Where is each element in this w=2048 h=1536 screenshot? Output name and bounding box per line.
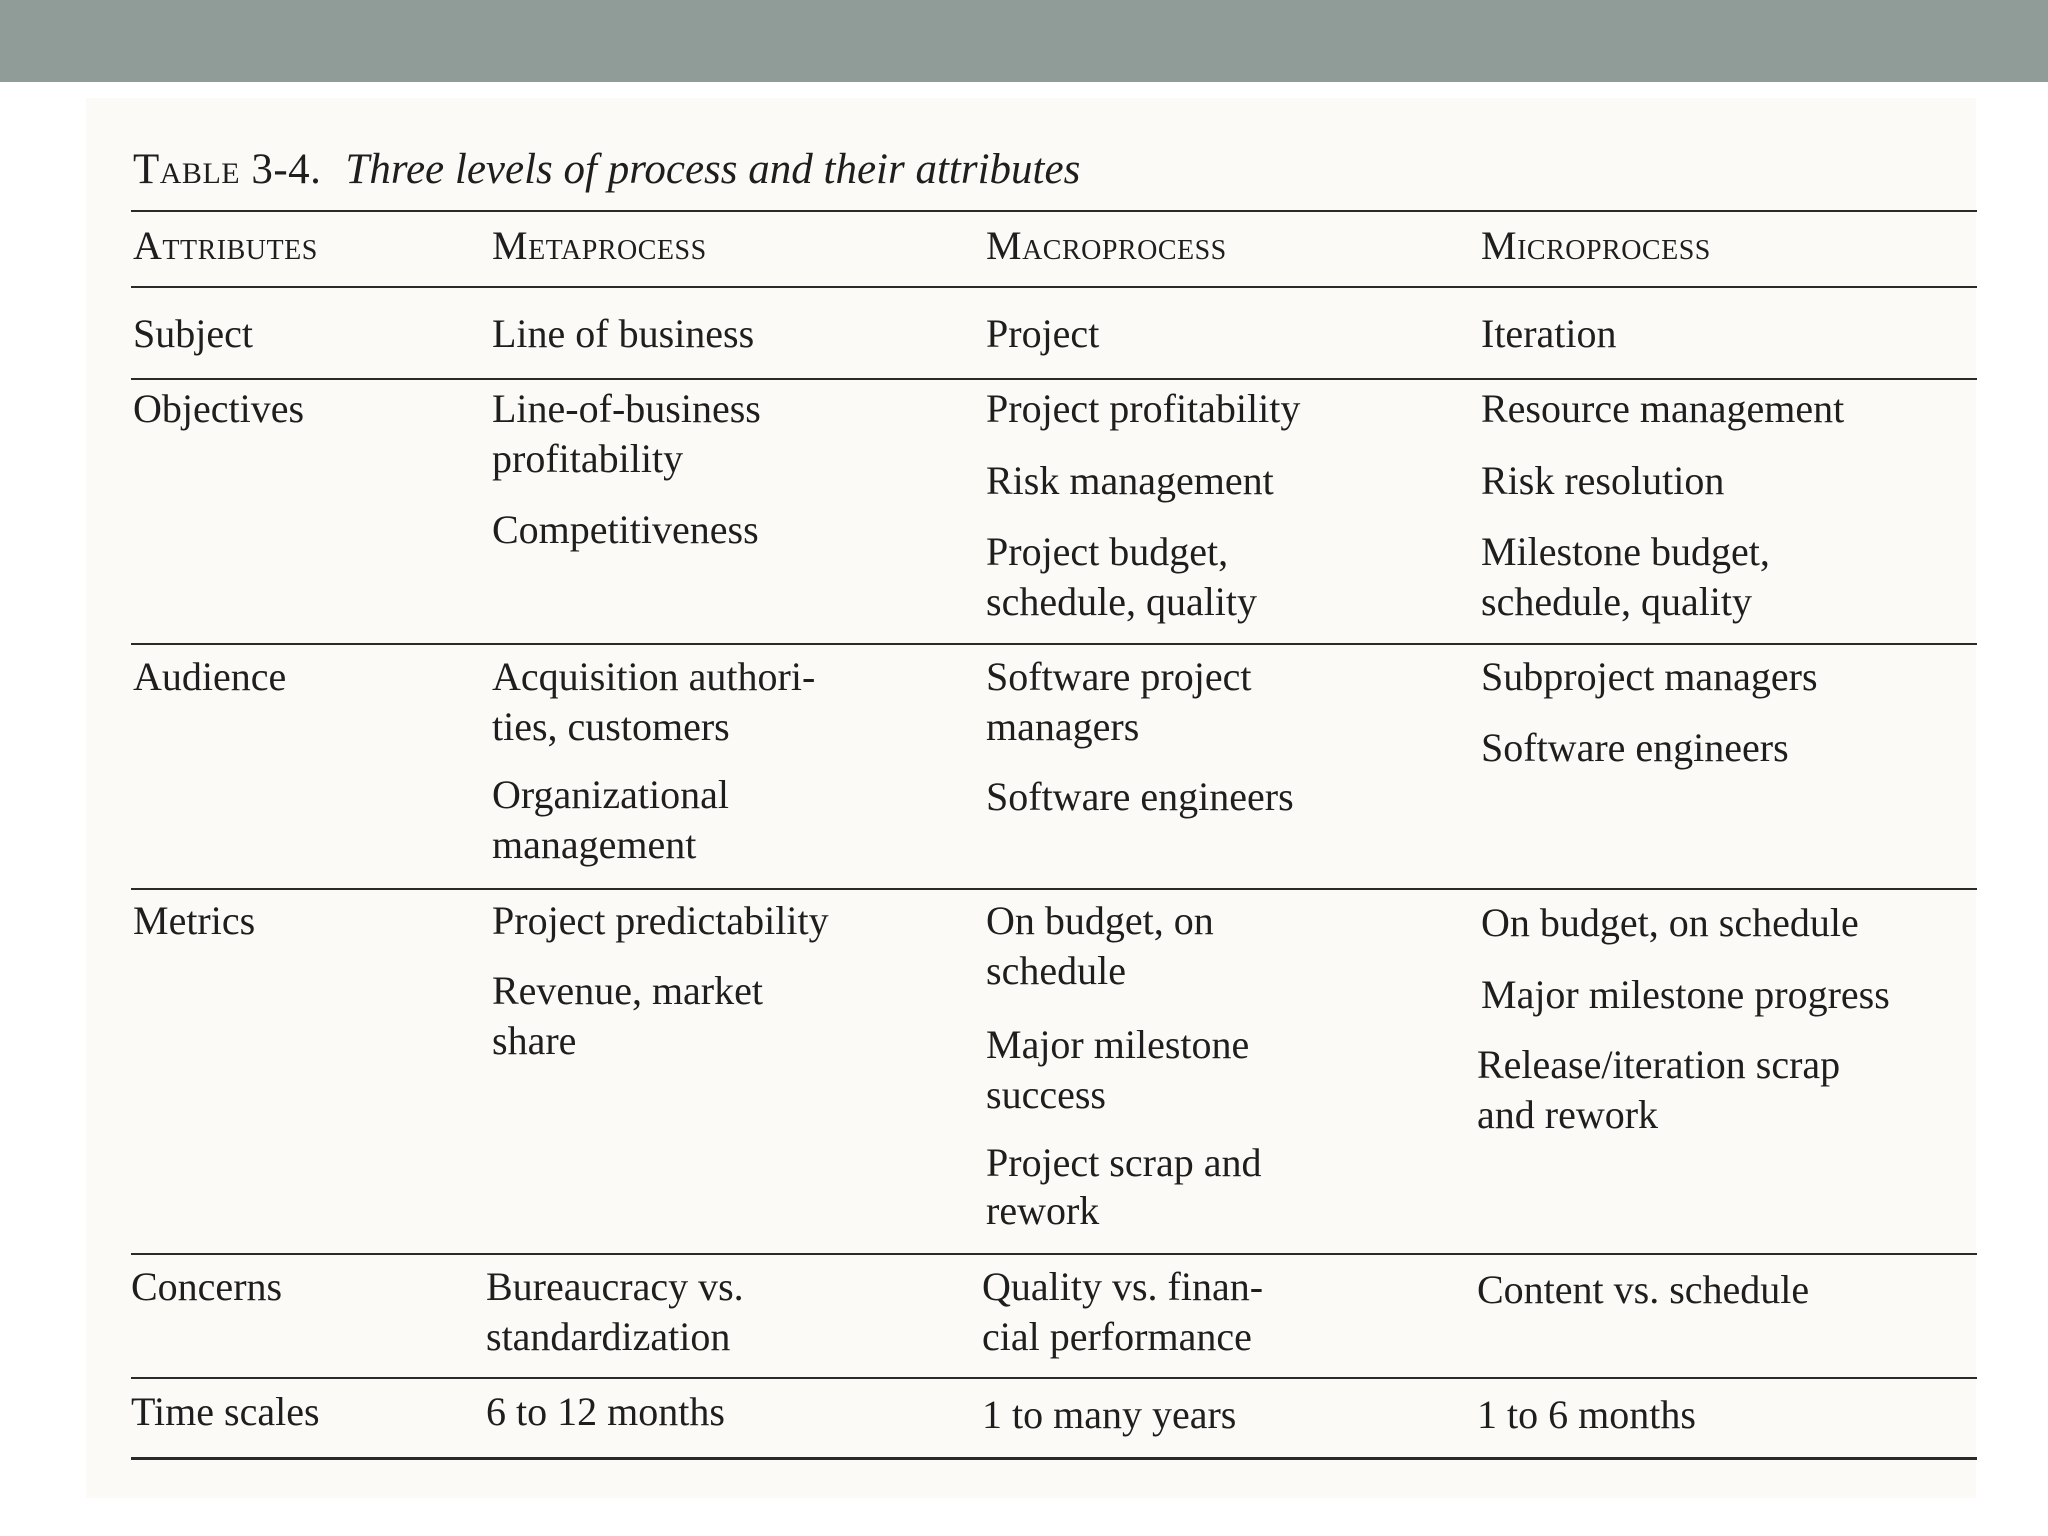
micro-cell: Content vs. schedule <box>1477 1267 1810 1312</box>
micro-cell: Milestone budget, <box>1481 529 1770 574</box>
macro-cell: Project scrap and <box>986 1140 1262 1185</box>
rule-metrics-bottom <box>131 1253 1977 1255</box>
macro-cell: Project profitability <box>986 386 1301 431</box>
macro-cell: Quality vs. finan- <box>982 1264 1264 1309</box>
header-microprocess: Microprocess <box>1481 223 1711 268</box>
macro-cell: managers <box>986 704 1140 749</box>
micro-cell: Release/iteration scrap <box>1477 1042 1841 1087</box>
macro-cell: Major milestone <box>986 1022 1250 1067</box>
header-macroprocess: Macroprocess <box>986 223 1227 268</box>
attribute-metrics: Metrics <box>133 898 256 943</box>
micro-cell: Risk resolution <box>1481 458 1725 503</box>
macro-cell: Project <box>986 311 1100 356</box>
rule-table-bottom <box>131 1457 1977 1460</box>
micro-cell: Software engineers <box>1481 725 1789 770</box>
rule-audience-bottom <box>131 888 1977 890</box>
micro-cell: 1 to 6 months <box>1477 1392 1696 1437</box>
header-metaprocess: Metaprocess <box>492 223 707 268</box>
macro-cell: cial performance <box>982 1314 1252 1359</box>
meta-cell: Project predictability <box>492 898 829 943</box>
macro-cell: schedule, quality <box>986 579 1258 624</box>
meta-cell: Line-of-business <box>492 386 761 431</box>
meta-cell: 6 to 12 months <box>486 1389 725 1434</box>
meta-cell: ties, customers <box>492 704 730 749</box>
rule-header-bottom <box>131 286 1977 288</box>
attribute-audience: Audience <box>133 654 287 699</box>
meta-cell: Line of business <box>492 311 755 356</box>
micro-cell: Major milestone progress <box>1481 972 1890 1017</box>
micro-cell: Resource management <box>1481 386 1845 431</box>
meta-cell: Organizational <box>492 772 729 817</box>
macro-cell: On budget, on <box>986 898 1214 943</box>
meta-cell: share <box>492 1018 577 1063</box>
micro-cell: schedule, quality <box>1481 579 1753 624</box>
attribute-time-scales: Time scales <box>131 1389 320 1434</box>
rule-objectives-bottom <box>131 643 1977 645</box>
macro-cell: success <box>986 1072 1106 1117</box>
header-attributes: Attributes <box>133 223 318 268</box>
table-caption <box>133 142 1080 198</box>
macro-cell: rework <box>986 1188 1100 1233</box>
meta-cell: Competitiveness <box>492 507 759 552</box>
attribute-objectives: Objectives <box>133 386 305 431</box>
attribute-subject: Subject <box>133 311 253 356</box>
micro-cell: and rework <box>1477 1092 1659 1137</box>
macro-cell: schedule <box>986 948 1126 993</box>
attribute-concerns: Concerns <box>131 1264 283 1309</box>
meta-cell: management <box>492 822 697 867</box>
macro-cell: 1 to many years <box>982 1392 1237 1437</box>
meta-cell: Acquisition authori- <box>492 654 816 699</box>
macro-cell: Software engineers <box>986 774 1294 819</box>
micro-cell: Iteration <box>1481 311 1617 356</box>
slide-title-band <box>0 0 2048 82</box>
micro-cell: On budget, on schedule <box>1481 900 1859 945</box>
macro-cell: Risk management <box>986 458 1274 503</box>
micro-cell: Subproject managers <box>1481 654 1818 699</box>
meta-cell: profitability <box>492 436 684 481</box>
meta-cell: Bureaucracy vs. <box>486 1264 744 1309</box>
table-label: Table 3-4. <box>133 146 322 193</box>
rule-subject-bottom <box>131 378 1977 380</box>
table-title: Three levels of process and their attributes <box>345 146 1081 193</box>
macro-cell: Project budget, <box>986 529 1229 574</box>
macro-cell: Software project <box>986 654 1252 699</box>
meta-cell: standardization <box>486 1314 731 1359</box>
rule-top <box>131 210 1977 212</box>
rule-concerns-bottom <box>131 1377 1977 1379</box>
meta-cell: Revenue, market <box>492 968 763 1013</box>
